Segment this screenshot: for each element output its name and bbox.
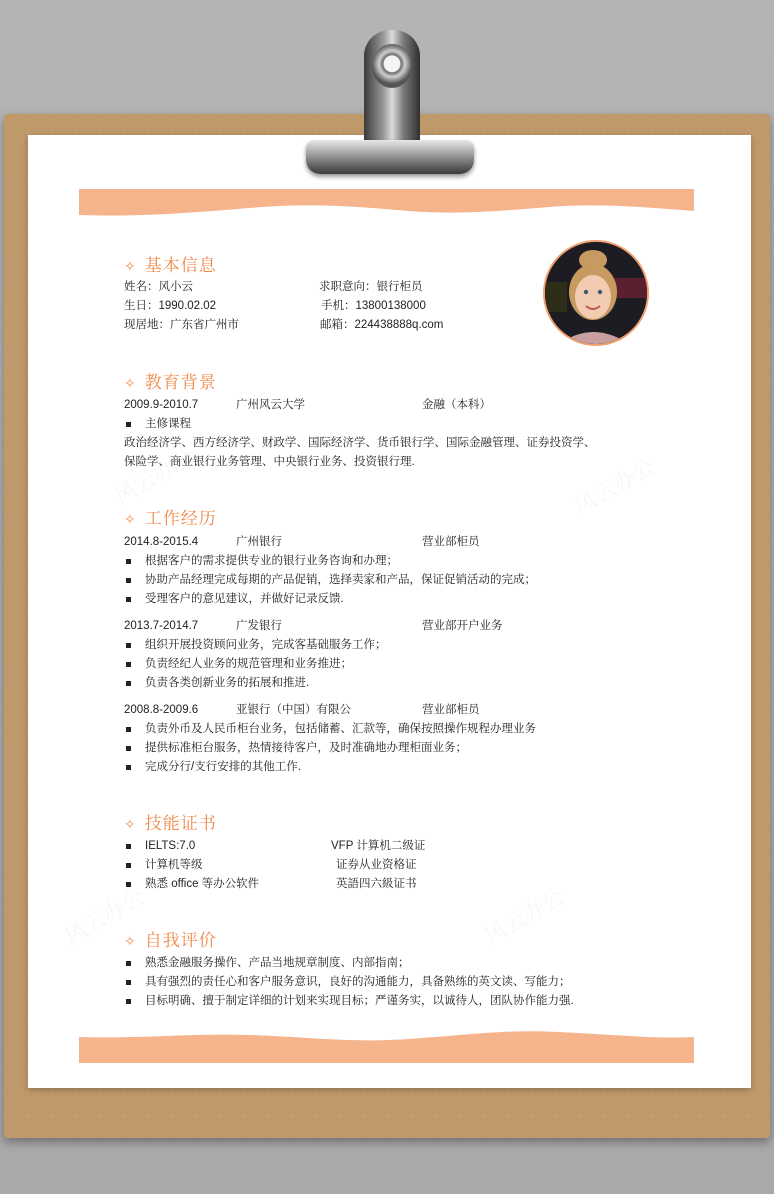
birthday-field: 生日：1990.02.02 (124, 300, 217, 312)
email-field: 邮箱：224438888q.com (320, 319, 444, 331)
location-field: 现居地：广东省广州市 (124, 319, 239, 331)
skill-item: VFP 计算机二级证 (331, 840, 426, 852)
job-position: 营业部柜员 (422, 536, 480, 548)
bottom-wave-banner (79, 1027, 694, 1063)
skill-item: 英語四六級证书 (336, 878, 417, 890)
avatar-icon (545, 242, 647, 344)
section-title-self-eval: ✧ 自我评价 (124, 931, 217, 950)
job-position: 营业部开户业务 (422, 620, 503, 632)
job-duty: 负责各类创新业务的拓展和推进. (145, 677, 310, 689)
self-eval-item: 目标明确、擅于制定详细的计划来实现目标；严谨务实，以诚待人，团队协作能力强. (145, 995, 574, 1007)
job-company: 亚银行（中国）有限公 (236, 704, 351, 716)
section-title-skills: ✧ 技能证书 (124, 814, 217, 833)
job-duty: 受理客户的意见建议，并做好记录反馈. (145, 593, 344, 605)
courses-line: 保险学、商业银行业务管理、中央银行业务、投资银行理. (124, 456, 415, 468)
job-company: 广州银行 (236, 536, 282, 548)
job-duty: 组织开展投资顾问业务，完成客基础服务工作； (145, 639, 387, 651)
top-wave-banner (79, 189, 694, 219)
diamond-star-icon: ✧ (124, 258, 137, 274)
job-duty: 根据客户的需求提供专业的银行业务咨询和办理； (145, 555, 398, 567)
skill-item: 熟悉 office 等办公软件 (145, 878, 260, 890)
job-position: 营业部柜员 (422, 704, 480, 716)
job-duty: 负责外币及人民币柜台业务，包括储蓄、汇款等，确保按照操作规程办理业务 (145, 723, 536, 735)
self-eval-item: 具有强烈的责任心和客户服务意识，良好的沟通能力，具备熟练的英文读、写能力； (145, 976, 571, 988)
skill-item: 计算机等级 (145, 859, 203, 871)
job-period: 2013.7-2014.7 (124, 620, 199, 632)
job-duty: 协助产品经理完成每期的产品促销，选择卖家和产品，保证促销活动的完成； (145, 574, 536, 586)
education-period: 2009.9-2010.7 (124, 399, 199, 411)
courses-line: 政治经济学、西方经济学、财政学、国际经济学、货币银行学、国际金融管理、证券投资学、 (124, 437, 596, 449)
job-duty: 提供标准柜台服务，热情接待客户，及时准确地办理柜面业务； (145, 742, 467, 754)
diamond-star-icon: ✧ (124, 511, 137, 527)
section-title-basic-info: ✧ 基本信息 (124, 256, 217, 275)
diamond-star-icon: ✧ (124, 816, 137, 832)
diamond-star-icon: ✧ (124, 375, 137, 391)
job-period: 2008.8-2009.6 (124, 704, 199, 716)
section-title-education: ✧ 教育背景 (124, 373, 217, 392)
job-period: 2014.8-2015.4 (124, 536, 199, 548)
name-field: 姓名：风小云 (124, 281, 193, 293)
job-company: 广发银行 (236, 620, 282, 632)
skill-item: IELTS:7.0 (145, 840, 196, 852)
intention-field: 求职意向：银行柜员 (319, 281, 423, 293)
binder-clip-icon (306, 140, 474, 174)
education-major: 金融（本科） (422, 399, 491, 411)
section-title-work: ✧ 工作经历 (124, 509, 217, 528)
courses-label: 主修课程 (145, 418, 191, 430)
self-eval-item: 熟悉金融服务操作、产品当地规章制度、内部指南； (145, 957, 410, 969)
job-duty: 负责经纪人业务的规范管理和业务推进； (145, 658, 352, 670)
diamond-star-icon: ✧ (124, 933, 137, 949)
phone-field: 手机：13800138000 (321, 300, 426, 312)
education-school: 广州风云大学 (236, 399, 305, 411)
binder-clip-ring (372, 44, 412, 88)
profile-photo (543, 240, 649, 346)
job-duty: 完成分行/支行安排的其他工作. (145, 761, 301, 773)
skill-item: 证券从业资格证 (336, 859, 417, 871)
